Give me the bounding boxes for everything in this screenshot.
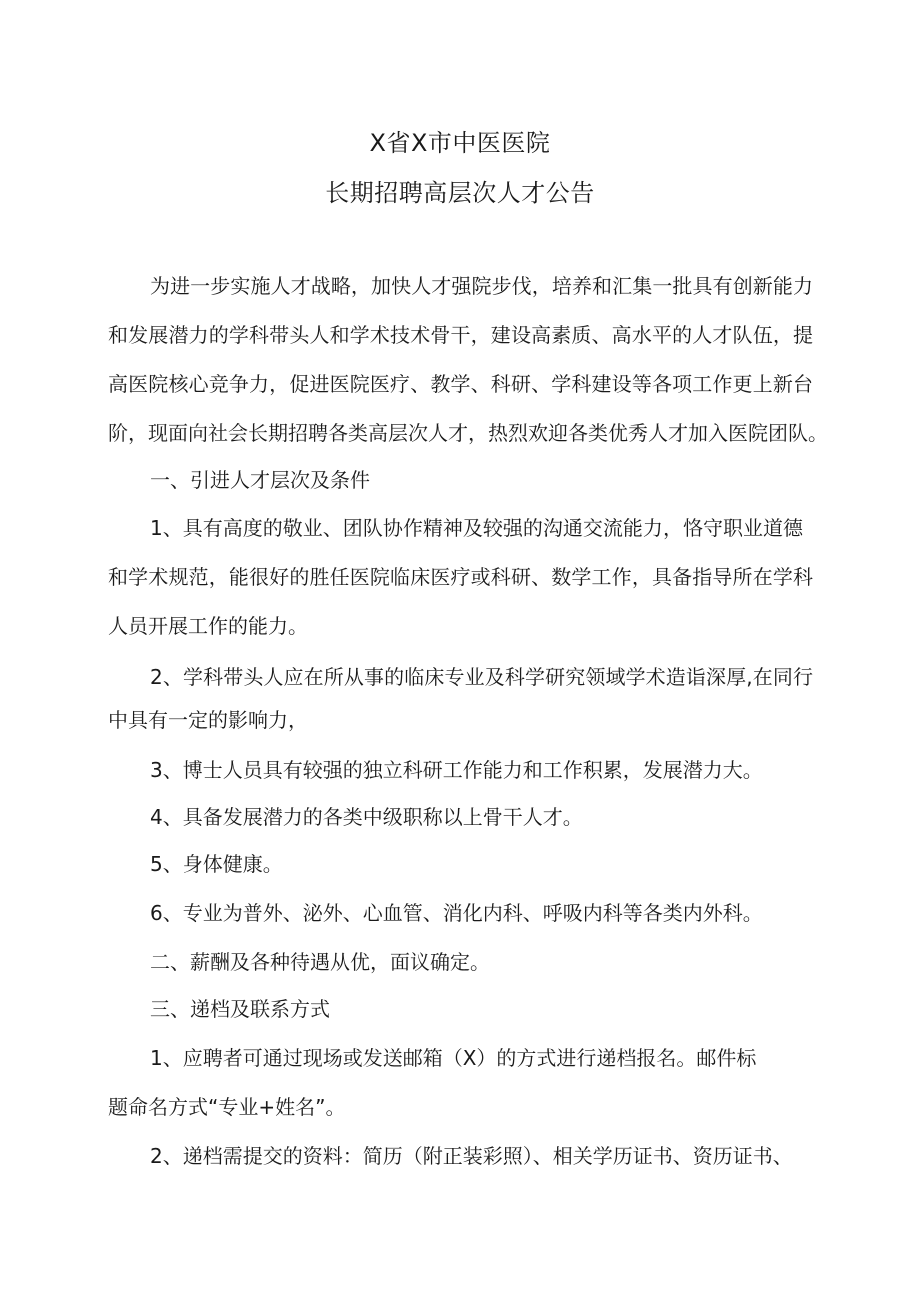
document-title-hospital: X省X市中医医院 <box>369 129 551 157</box>
contact-item-1-line-1: 1、应聘者可通过现场或发送邮箱（X）的方式进行递档报名。邮件标 <box>150 1046 757 1070</box>
condition-item-1-line-1: 1、具有高度的敬业、团队协作精神及较强的沟通交流能力，恪守职业道德 <box>150 516 803 540</box>
document-title-announcement: 长期招聘高层次人才公告 <box>325 179 595 207</box>
intro-line-1: 为进一步实施人才战略，加快人才强院步伐，培养和汇集一批具有创新能力 <box>150 274 813 298</box>
condition-item-1-line-3: 人员开展工作的能力。 <box>108 614 308 638</box>
condition-item-1-line-2: 和学术规范，能很好的胜任医院临床医疗或科研、数学工作，具备指导所在学科 <box>108 565 813 589</box>
section-heading-talent-conditions: 一、引进人才层次及条件 <box>150 468 370 492</box>
condition-item-2-line-2: 中具有一定的影响力， <box>108 708 308 732</box>
condition-item-3: 3、博士人员具有较强的独立科研工作能力和工作积累，发展潜力大。 <box>150 758 763 782</box>
section-heading-salary: 二、薪酬及各种待遇从优，面议确定。 <box>150 950 490 974</box>
contact-item-2: 2、递档需提交的资料：简历（附正装彩照）、相关学历证书、资历证书、 <box>150 1144 793 1168</box>
section-heading-contact: 三、递档及联系方式 <box>150 997 330 1021</box>
intro-line-4: 阶，现面向社会长期招聘各类高层次人才，热烈欢迎各类优秀人才加入医院团队。 <box>108 421 828 445</box>
intro-line-3: 高医院核心竞争力，促进医院医疗、教学、科研、学科建设等各项工作更上新台 <box>108 372 813 396</box>
intro-line-2: 和发展潜力的学科带头人和学术技术骨干，建设高素质、高水平的人才队伍，提 <box>108 323 813 347</box>
condition-item-6: 6、专业为普外、泌外、心血管、消化内科、呼吸内科等各类内外科。 <box>150 901 763 925</box>
condition-item-4: 4、具备发展潜力的各类中级职称以上骨干人才。 <box>150 805 583 829</box>
contact-item-1-line-2: 题命名方式“专业+姓名”。 <box>108 1095 346 1119</box>
condition-item-2-line-1: 2、学科带头人应在所从事的临床专业及科学研究领域学术造诣深厚,在同行 <box>150 665 813 689</box>
condition-item-5: 5、身体健康。 <box>150 852 283 876</box>
